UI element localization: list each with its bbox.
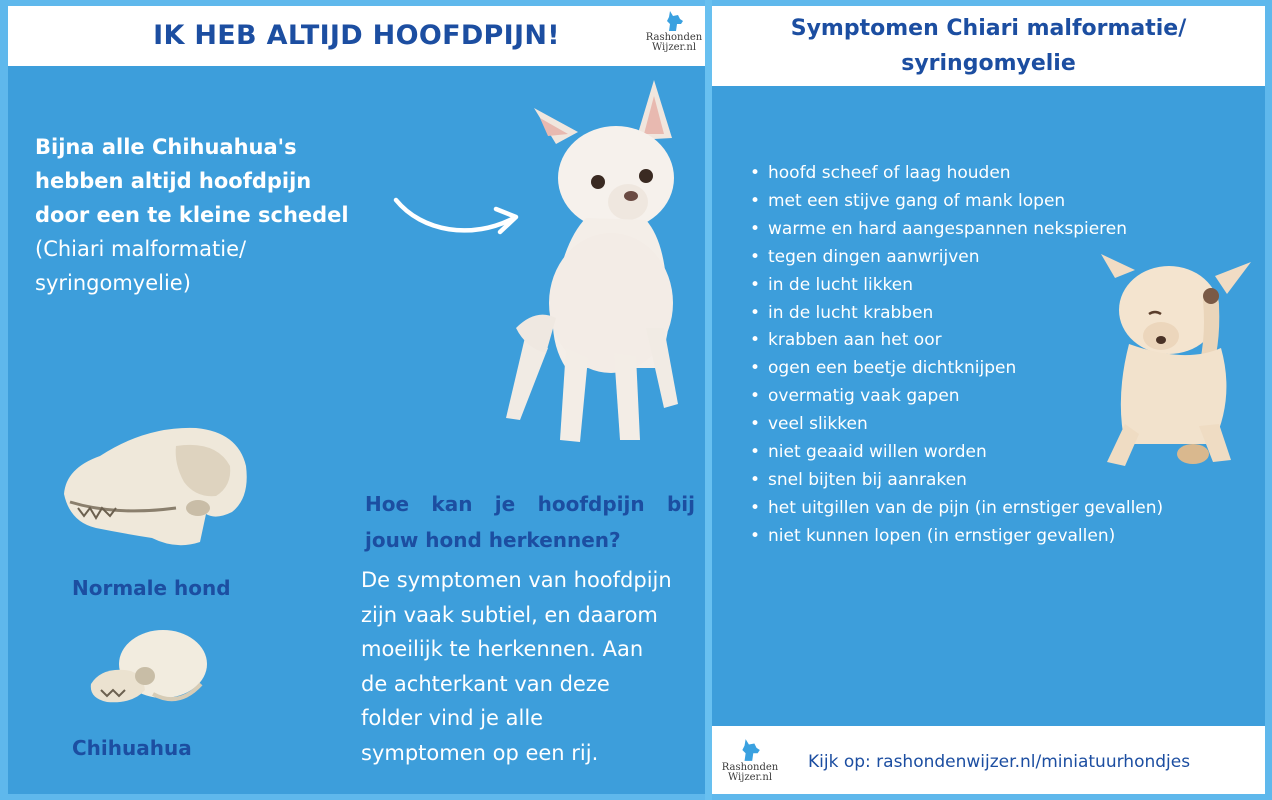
body-line: De symptomen van hoofdpijn — [361, 568, 672, 592]
logo-line-1: Rashonden — [721, 762, 779, 773]
list-item: • hoofd scheef of laag houden — [750, 160, 1210, 188]
right-header — [712, 6, 1265, 86]
right-footer — [712, 726, 1265, 794]
list-item: • in de lucht likken — [750, 272, 1210, 300]
right-folder-page — [712, 6, 1265, 794]
body-line: zijn vaak subtiel, en daarom — [361, 602, 658, 627]
question-heading — [365, 486, 695, 558]
left-folder-page — [8, 6, 705, 794]
chihuahua-scratching-image — [1095, 248, 1255, 478]
intro-normal-line: (Chiari malformatie/ — [35, 237, 247, 261]
intro-bold-line: hebben altijd hoofdpijn — [35, 169, 312, 193]
list-item: • veel slikken — [750, 411, 1210, 439]
dog-head-logo-icon — [664, 10, 684, 32]
list-item: • warme en hard aangespannen nekspieren — [750, 216, 1210, 244]
website-link-text: Kijk op: rashondenwijzer.nl/miniatuurhondjes — [808, 752, 1191, 772]
intro-bold-line: Bijna alle Chihuahua's — [35, 135, 297, 159]
body-line: moeilijk te herkennen. Aan — [361, 637, 644, 661]
list-item: • niet kunnen lopen (in ernstiger gevallen) — [750, 523, 1210, 551]
question-line: jouw hond herkennen? — [365, 528, 621, 552]
chihuahua-label: Chihuahua — [72, 736, 192, 760]
normal-dog-skull-image — [56, 416, 256, 556]
list-item: • niet geaaid willen worden — [750, 439, 1210, 467]
list-item: • snel bijten bij aanraken — [750, 467, 1210, 495]
symptoms-title — [752, 11, 1225, 81]
body-line: de achterkant van deze — [361, 671, 610, 696]
body-line: folder vind je alle — [361, 706, 544, 730]
intro-bold-line: door een te kleine schedel — [35, 203, 349, 227]
rashondenwijzer-logo — [716, 738, 784, 783]
intro-normal-line: syringomyelie) — [35, 271, 191, 295]
question-line: Hoe kan je hoofdpijn bij — [365, 492, 695, 516]
page-title: IK HEB ALTIJD HOOFDPIJN! — [153, 20, 560, 51]
list-item: • krabben aan het oor — [750, 327, 1210, 355]
panel-divider — [705, 0, 712, 800]
chihuahua-standing-image — [486, 78, 686, 450]
chihuahua-skull-image — [83, 624, 213, 714]
body-line: symptomen op een rij. — [361, 740, 599, 765]
logo-line-2: Wijzer.nl — [651, 42, 697, 53]
left-header — [8, 6, 705, 66]
logo-line-1: Rashonden — [645, 32, 703, 43]
list-item: • overmatig vaak gapen — [750, 383, 1210, 411]
list-item: • het uitgillen van de pijn (in ernstiger gevallen) — [750, 495, 1210, 523]
list-item: • in de lucht krabben — [750, 300, 1210, 328]
symptoms-title-line: Symptomen Chiari malformatie/ — [790, 16, 1187, 41]
list-item: • met een stijve gang of mank lopen — [750, 188, 1210, 216]
body-paragraph — [361, 563, 701, 770]
list-item: • tegen dingen aanwrijven — [750, 244, 1210, 272]
intro-text — [35, 130, 375, 300]
dog-head-logo-icon — [739, 738, 761, 762]
rashondenwijzer-logo — [644, 10, 704, 53]
list-item: • ogen een beetje dichtknijpen — [750, 355, 1210, 383]
symptoms-title-line: syringomyelie — [901, 51, 1076, 76]
normal-dog-label: Normale hond — [72, 576, 231, 600]
logo-line-2: Wijzer.nl — [727, 772, 773, 783]
